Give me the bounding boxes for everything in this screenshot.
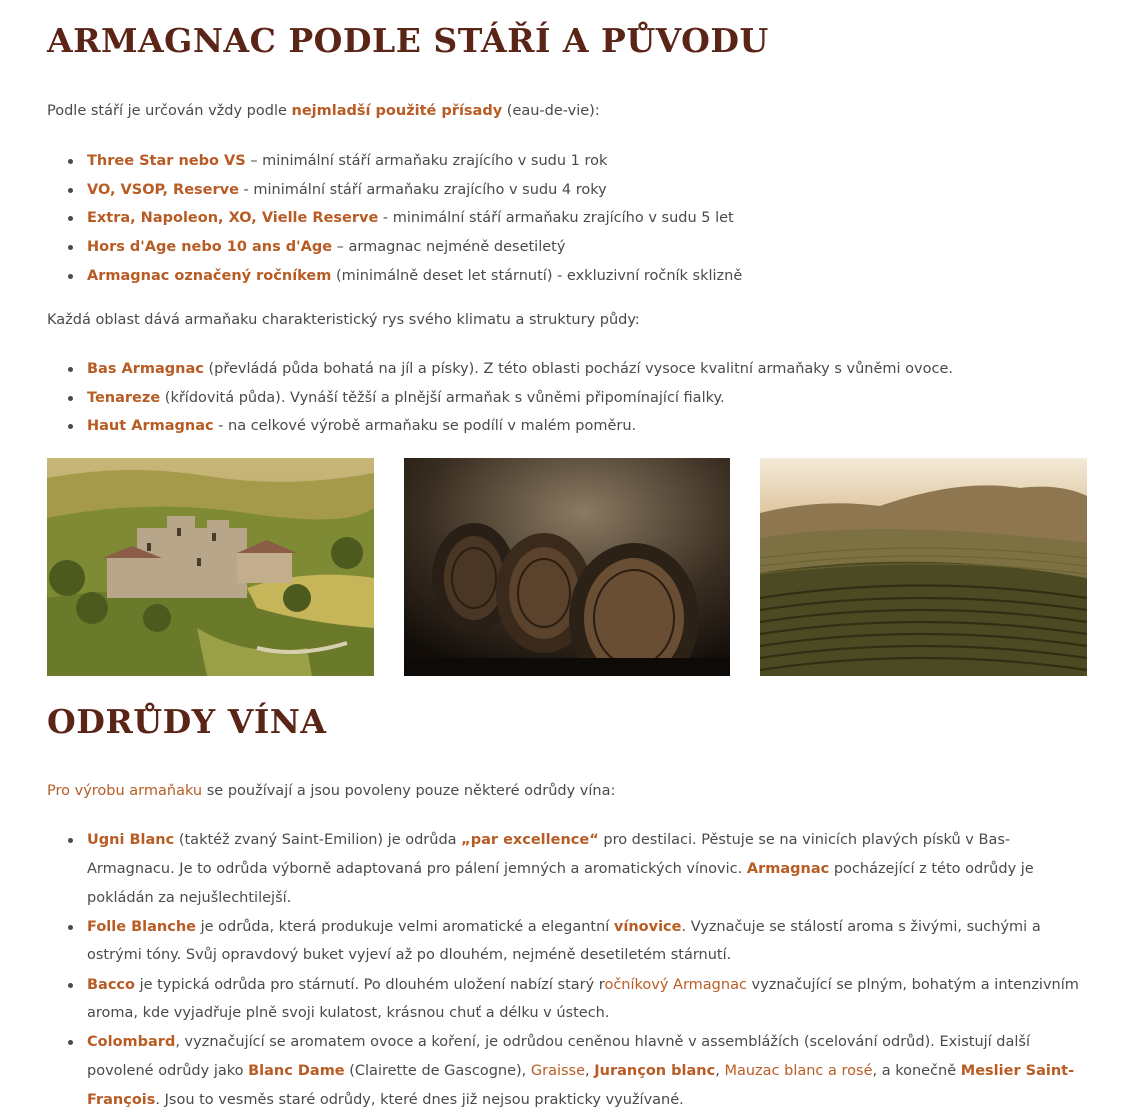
variety-name: Colombard xyxy=(87,1034,176,1051)
variety-text: , vyznačující se aromatem ovoce a koření, je odrůdou ceněnou hlavně v assemblážích (scelování odrůd). Existují další povolené odrůdy jako xyxy=(87,1034,1031,1080)
list-item xyxy=(47,262,1092,291)
list-item-folle-blanche xyxy=(47,913,1092,971)
photo-gallery xyxy=(47,458,1088,676)
variety-text: je odrůda, která produkuje velmi aromatické a elegantní xyxy=(195,918,614,935)
variety-name: Blanc Dame xyxy=(248,1063,345,1080)
variety-text: . Jsou to vesměs staré odrůdy, které dnes již nejsou prakticky využívané. xyxy=(155,1092,684,1109)
varieties-intro-paragraph xyxy=(47,783,615,799)
list-item xyxy=(47,147,1092,176)
castle-village-photo xyxy=(47,458,374,676)
variety-name: Ugni Blanc xyxy=(87,832,175,848)
variety-text: (taktéž zvaný Saint-Emilion) je odrůda xyxy=(174,832,462,848)
age-term: Hors d'Age nebo 10 ans d'Age xyxy=(87,239,333,256)
age-description: - minimální stáří armaňaku zrajícího v sudu 5 let xyxy=(378,210,734,227)
list-item xyxy=(47,412,1092,441)
intro-highlight: nejmladší použité přísady xyxy=(291,103,503,119)
region-term: Haut Armagnac xyxy=(87,418,214,435)
age-term: Armagnac označený ročníkem xyxy=(87,267,332,284)
variety-text: , xyxy=(585,1063,595,1080)
list-item xyxy=(47,233,1092,262)
list-item xyxy=(47,204,1092,233)
variety-name: Bacco xyxy=(87,976,135,993)
variety-text: pocházející z této odrůdy je pokládán za nejušlechtilejší. xyxy=(87,860,1034,906)
mauzac-link[interactable]: Mauzac blanc a rosé xyxy=(724,1063,873,1080)
barrel-cellar-photo xyxy=(404,458,731,676)
list-item-ugni-blanc xyxy=(47,826,1092,912)
variety-name: Jurançon blanc xyxy=(594,1063,716,1080)
variety-text: . Vyznačuje se stálostí aroma s živými, suchými a ostrými tóny. Svůj opravdový buket vyjeví až po dlouhém, nejméně desetiletém stárnutí. xyxy=(87,918,1041,964)
list-item xyxy=(47,384,1092,413)
vineyard-hills-photo xyxy=(760,458,1087,676)
list-item xyxy=(47,176,1092,205)
variety-text: vyznačující se plným, bohatým a intenzivním aroma, kde vyjadřuje plně svoji kulatost, krásnou chuť a délku v ústech. xyxy=(87,976,1079,1022)
age-term: Three Star nebo VS xyxy=(87,153,246,169)
age-description: – minimální stáří armaňaku zrajícího v sudu 1 rok xyxy=(245,153,608,169)
variety-name: Meslier Saint-François xyxy=(87,1063,1075,1109)
section-title-grape-varieties: ODRŮDY VÍNA xyxy=(47,702,327,741)
list-item-bacco xyxy=(47,971,1092,1029)
production-link[interactable]: Pro výrobu armaňaku xyxy=(47,783,203,799)
region-description: (převládá půda bohatá na jíl a písky). Z této oblasti pochází vysoce kvalitní armaňaky s vůněmi ovoce. xyxy=(203,361,953,377)
varieties-list xyxy=(47,826,1092,1115)
age-description: (minimálně deset let stárnutí) - exkluzivní ročník sklizně xyxy=(331,267,743,284)
age-term: VO, VSOP, Reserve xyxy=(87,181,239,198)
vintage-armagnac-link[interactable]: očníkový Armagnac xyxy=(604,976,747,993)
region-description: - na celkové výrobě armaňaku se podílí v malém poměru. xyxy=(213,418,637,435)
variety-text: (Clairette de Gascogne), xyxy=(344,1063,531,1080)
list-item-colombard xyxy=(47,1028,1092,1114)
age-intro-paragraph xyxy=(47,103,600,119)
variety-text: , xyxy=(715,1063,725,1080)
region-term: Bas Armagnac xyxy=(87,361,204,377)
region-intro-paragraph: Každá oblast dává armaňaku charakteristický rys svého klimatu a struktury půdy: xyxy=(47,312,640,328)
list-item xyxy=(47,355,1092,384)
region-description: (křídovitá půda). Vynáší těžší a plnější armaňak s vůněmi připomínající fialky. xyxy=(160,389,725,406)
intro-text: Podle stáří je určován vždy podle xyxy=(47,103,292,119)
highlight-text: Armagnac xyxy=(746,860,830,877)
highlight-text: „par excellence“ xyxy=(461,832,599,848)
intro-text: se používají a jsou povoleny pouze některé odrůdy vína: xyxy=(202,783,616,799)
age-description: - minimální stáří armaňaku zrajícího v sudu 4 roky xyxy=(238,181,607,198)
graisse-link[interactable]: Graisse xyxy=(530,1063,586,1080)
intro-text-end: (eau-de-vie): xyxy=(502,103,600,119)
age-term: Extra, Napoleon, XO, Vielle Reserve xyxy=(87,210,379,227)
variety-text: pro destilaci. Pěstuje se na vinicích plavých písků v Bas-Armagnacu. Je to odrůda výborně adaptovaná pro pálení jemných a aromatických vínovic. xyxy=(87,832,1011,877)
region-term: Tenareze xyxy=(87,389,161,406)
section-title-age-origin: ARMAGNAC PODLE STÁŘÍ A PŮVODU xyxy=(47,21,769,60)
age-description: – armagnac nejméně desetiletý xyxy=(332,239,566,256)
age-list xyxy=(47,147,1092,290)
variety-text: , a konečně xyxy=(872,1063,961,1080)
variety-name: Folle Blanche xyxy=(87,918,196,935)
highlight-text: vínovice xyxy=(613,918,682,935)
variety-text: je typická odrůda pro stárnutí. Po dlouhém uložení nabízí starý r xyxy=(135,976,605,993)
region-list xyxy=(47,355,1092,441)
